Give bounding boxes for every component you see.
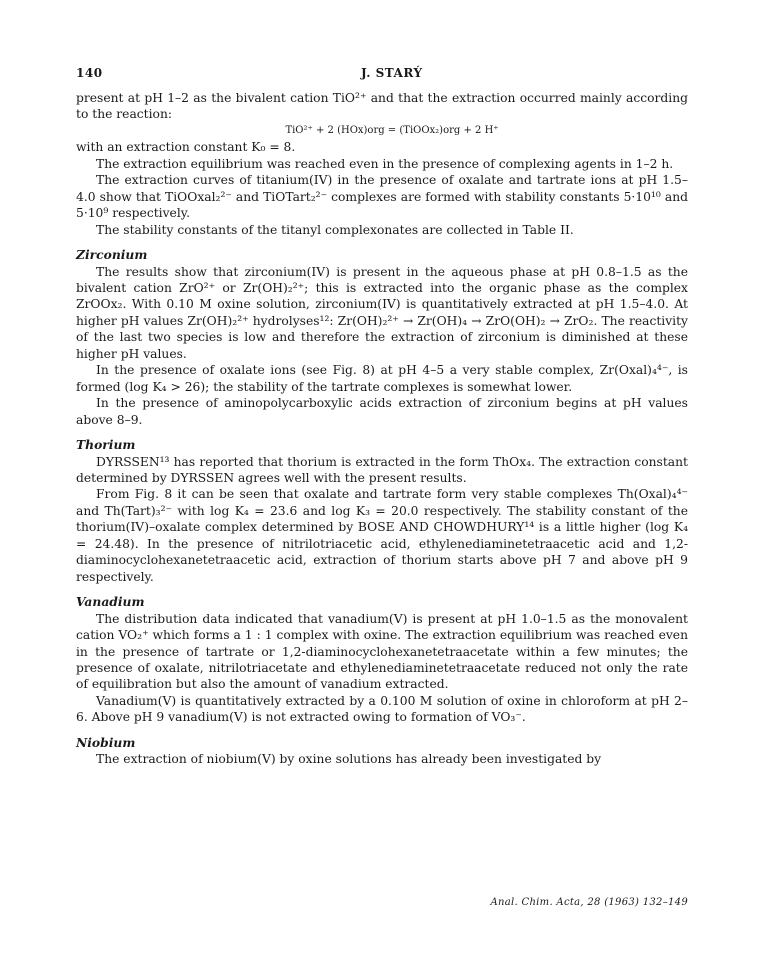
paragraph-titanium-1: present at pH 1–2 as the bivalent cation TiO²⁺ and that the extraction occurred mainly according to the reaction: xyxy=(76,91,688,122)
paragraph-zirconium-3: In the presence of aminopolycarboxylic acids extraction of zirconium begins at pH values above 8–9. xyxy=(76,396,688,427)
paragraph-zirconium-2: In the presence of oxalate ions (see Fig. 8) at pH 4–5 a very stable complex, Zr(Oxal)₄⁴⁻, is formed (log K₄ > 26); the stability of the tartrate complexes is somewhat lower. xyxy=(76,363,688,394)
paragraph-thorium-2: From Fig. 8 it can be seen that oxalate and tartrate form very stable complexes Th(Oxal)₄⁴⁻ and Th(Tart)₃²⁻ with log K₄ = 23.6 and log K₃ = 20.0 respectively. The stability constant of the thorium(IV)–oxalate complex determined by BOSE AND CHOWDHURY¹⁴ is a little higher (log K₄ = 24.48). In the presence of nitrilotriacetic acid, ethylenediaminetetraacetic acid and 1,2-diaminocyclohexanetetraacetic acid, extraction of thorium starts above pH 7 and above pH 9 respectively. xyxy=(76,487,688,584)
running-head: J. STARÝ xyxy=(361,66,423,80)
paragraph-zirconium-1: The results show that zirconium(IV) is present in the aqueous phase at pH 0.8–1.5 as the bivalent cation ZrO²⁺ or Zr(OH)₂²⁺; this is extracted into the organic phase as the complex ZrOOx₂. With 0.10 M oxine solution, zirconium(IV) is quantitatively extracted at pH 1.5–4.0. At higher pH values Zr(OH)₂²⁺ hydrolyses¹²: Zr(OH)₂²⁺ → Zr(OH)₄ → ZrO(OH)₂ → ZrO₂. The reactivity of the last two species is low and therefore the extraction of zirconium is diminished at these higher pH values. xyxy=(76,264,688,361)
journal-citation: Anal. Chim. Acta, 28 (1963) 132–149 xyxy=(490,897,688,908)
section-heading-vanadium: Vanadium xyxy=(76,594,145,610)
section-heading-niobium: Niobium xyxy=(76,734,136,750)
paragraph-vanadium-1: The distribution data indicated that vanadium(V) is present at pH 1.0–1.5 as the monovalent cation VO₂⁺ which forms a 1 : 1 complex with oxine. The extraction equilibrium was reached even in the presence of tartrate or 1,2-diaminocyclohexanetetraacetate within a few minutes; the presence of oxalate, nitrilotriacetate and ethylenediaminetetraacetate reduced not only the rate of equilibration but also the amount of vanadium extracted. xyxy=(76,611,688,692)
equation-titanium: TiO²⁺ + 2 (HOx)org = (TiOOx₂)org + 2 H⁺ xyxy=(285,124,499,136)
page-number: 140 xyxy=(76,66,103,80)
paragraph-titanium-2: with an extraction constant K₀ = 8. xyxy=(76,140,296,155)
paragraph-titanium-5: The stability constants of the titanyl complexonates are collected in Table II. xyxy=(96,222,574,237)
section-heading-zirconium: Zirconium xyxy=(76,247,148,263)
paragraph-niobium-1: The extraction of niobium(V) by oxine solutions has already been investigated by xyxy=(96,752,602,767)
page-header xyxy=(76,66,688,90)
paragraph-titanium-4: The extraction curves of titanium(IV) in the presence of oxalate and tartrate ions at pH 1.5–4.0 show that TiOOxal₂²⁻ and TiOTart₂²⁻ complexes are formed with stability constants 5·10¹⁰ and 5·10⁹ respectively. xyxy=(76,173,688,221)
section-heading-thorium: Thorium xyxy=(76,437,136,453)
paragraph-titanium-3: The extraction equilibrium was reached even in the presence of complexing agents in 1–2 h. xyxy=(96,156,674,171)
paragraph-vanadium-2: Vanadium(V) is quantitatively extracted by a 0.100 M solution of oxine in chloroform at pH 2–6. Above pH 9 vanadium(V) is not extracted owing to formation of VO₃⁻. xyxy=(76,693,688,725)
page xyxy=(76,66,688,908)
paragraph-thorium-1: DYRSSEN¹³ has reported that thorium is extracted in the form ThOx₄. The extraction constant determined by DYRSSEN agrees well with the present results. xyxy=(76,454,688,485)
